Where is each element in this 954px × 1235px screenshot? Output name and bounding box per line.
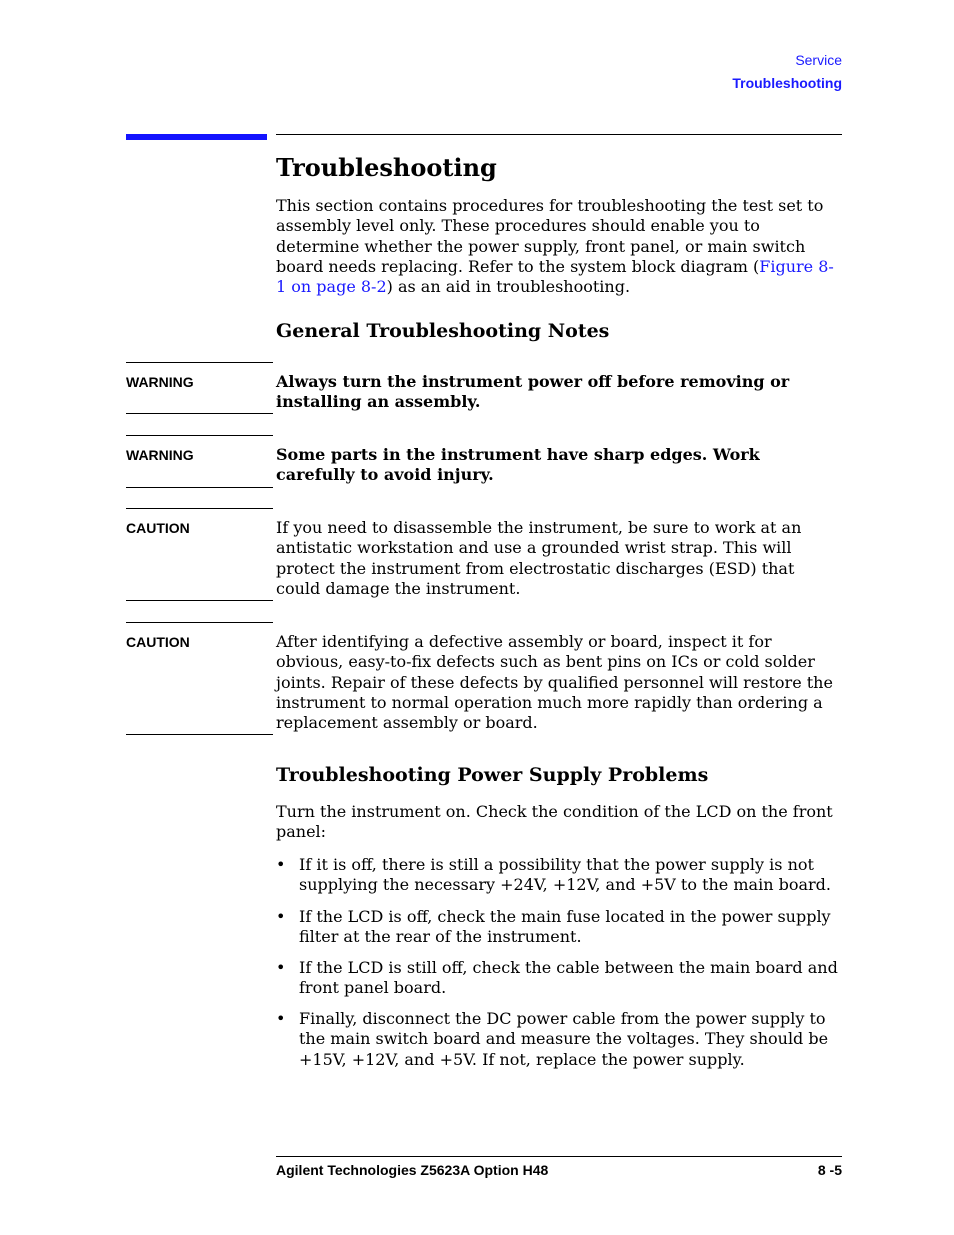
bullet-mark: • bbox=[276, 855, 286, 874]
footer-rule bbox=[276, 1156, 842, 1157]
footer-page-number: 8 -5 bbox=[817, 1162, 842, 1178]
caution-text: If you need to disassemble the instrument, be sure to work at an antistatic workstation and use a grounded wrist strap. This will protect the instrument from electrostatic discharges (ESD) that could damage the instrument. bbox=[276, 518, 802, 598]
notice-top-rule bbox=[126, 362, 273, 363]
notice-bottom-rule bbox=[126, 413, 273, 414]
caution-text: After identifying a defective assembly or board, inspect it for obvious, easy-to-fix defects such as bent pins on ICs or cold solder joints. Repair of these defects by qualified personnel will restore the instrument to normal operation much more rapidly than ordering a replacement assembly or board. bbox=[276, 632, 833, 733]
title-rule bbox=[276, 134, 842, 135]
notice-bottom-rule bbox=[126, 487, 273, 488]
power-supply-intro: Turn the instrument on. Check the condition of the LCD on the front panel: bbox=[276, 802, 833, 842]
header-subsection: Troubleshooting bbox=[732, 75, 842, 91]
warning-label: WARNING bbox=[126, 447, 194, 463]
warning-text: Some parts in the instrument have sharp edges. Work carefully to avoid injury. bbox=[276, 445, 760, 485]
warning-label: WARNING bbox=[126, 374, 194, 390]
caution-label: CAUTION bbox=[126, 634, 190, 650]
notice-top-rule bbox=[126, 622, 273, 623]
list-item-text: Finally, disconnect the DC power cable from the power supply to the main switch board and measure the voltages. They should be +15V, +12V, and +5V. If not, replace the power supply. bbox=[299, 1009, 829, 1069]
notice-bottom-rule bbox=[126, 600, 273, 601]
figure-link[interactable]: Figure 8-1 on page 8-2 bbox=[276, 256, 834, 297]
caution-label: CAUTION bbox=[126, 520, 190, 536]
footer-product: Agilent Technologies Z5623A Option H48 bbox=[276, 1162, 549, 1178]
notice-top-rule bbox=[126, 508, 273, 509]
section-accent-bar bbox=[126, 134, 267, 140]
bullet-mark: • bbox=[276, 1009, 286, 1028]
warning-text: Always turn the instrument power off before removing or installing an assembly. bbox=[276, 372, 790, 412]
notice-top-rule bbox=[126, 435, 273, 436]
intro-text-after: ) as an aid in troubleshooting. bbox=[386, 277, 631, 297]
header-section: Service bbox=[795, 52, 842, 68]
bullet-mark: • bbox=[276, 958, 286, 977]
list-item-text: If it is off, there is still a possibility that the power supply is not supplying the necessary +24V, +12V, and +5V to the main board. bbox=[299, 855, 831, 895]
list-item-text: If the LCD is off, check the main fuse located in the power supply filter at the rear of the instrument. bbox=[299, 907, 831, 947]
list-item-text: If the LCD is still off, check the cable between the main board and front panel board. bbox=[299, 958, 838, 998]
intro-paragraph bbox=[276, 196, 842, 297]
general-notes-heading: General Troubleshooting Notes bbox=[276, 320, 610, 342]
page-title: Troubleshooting bbox=[276, 153, 497, 182]
intro-text-before: This section contains procedures for troubleshooting the test set to assembly level only. These procedures should enable you to determine whether the power supply, front panel, or main switch board needs replacing. Refer to the system block diagram ( bbox=[276, 196, 824, 276]
power-supply-heading: Troubleshooting Power Supply Problems bbox=[276, 764, 709, 786]
bullet-mark: • bbox=[276, 907, 286, 926]
notice-bottom-rule bbox=[126, 734, 273, 735]
